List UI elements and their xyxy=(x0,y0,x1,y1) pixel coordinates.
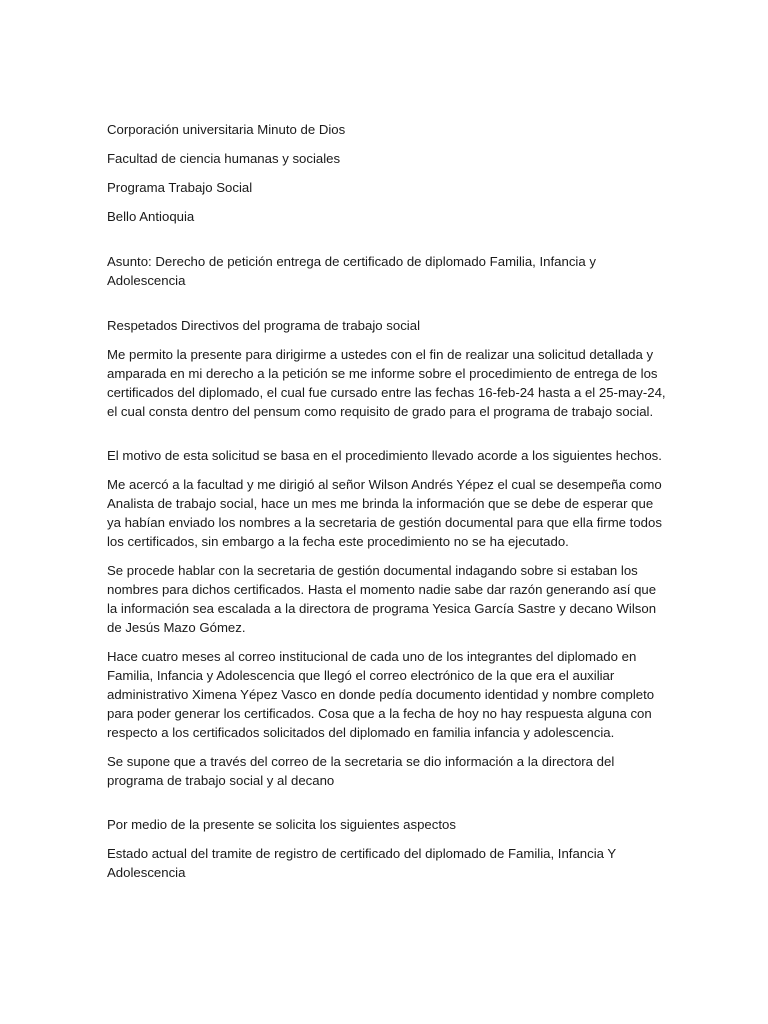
body-paragraph-7: Por medio de la presente se solicita los siguientes aspectos xyxy=(107,817,456,832)
greeting: Respetados Directivos del programa de trabajo social xyxy=(107,318,420,333)
letter-content xyxy=(107,120,667,892)
institution-name: Corporación universitaria Minuto de Dios xyxy=(107,122,346,137)
subject-line: Asunto: Derecho de petición entrega de certificado de diplomado Familia, Infancia y Adolescencia xyxy=(107,254,596,288)
body-paragraph-8: Estado actual del tramite de registro de certificado del diplomado de Familia, Infancia Y Adolescencia xyxy=(107,846,616,880)
body-paragraph-6: Se supone que a través del correo de la secretaria se dio información a la directora del programa de trabajo social y al decano xyxy=(107,754,615,788)
location: Bello Antioquia xyxy=(107,209,195,224)
body-paragraph-2: El motivo de esta solicitud se basa en el procedimiento llevado acorde a los siguientes hechos. xyxy=(107,448,662,463)
body-paragraph-5: Hace cuatro meses al correo institucional de cada uno de los integrantes del diplomado en Familia, Infancia y Adolescencia que llegó el correo electrónico de la que era el auxiliar administrativo Ximena Yépez Vasco en donde pedía documento identidad y nombre completo para poder generar los certificados. Cosa que a la fecha de hoy no hay respuesta alguna con respecto a los certificados solicitados del diplomado en familia infancia y adolescencia. xyxy=(107,649,655,740)
program-name: Programa Trabajo Social xyxy=(107,180,253,195)
body-paragraph-3: Me acercó a la facultad y me dirigió al señor Wilson Andrés Yépez el cual se desempeña como Analista de trabajo social, hace un mes me brinda la información que se debe de esperar que ya habían enviado los nombres a la secretaria de gestión documental para que ella firme todos los certificados, sin embargo a la fecha este procedimiento no se ha ejecutado. xyxy=(107,477,662,549)
body-paragraph-4: Se procede hablar con la secretaria de gestión documental indagando sobre si estaban los nombres para dichos certificados. Hasta el momento nadie sabe dar razón generando así que la información sea escalada a la directora de programa Yesica García Sastre y decano Wilson de Jesús Mazo Gómez. xyxy=(107,563,657,635)
body-paragraph-1: Me permito la presente para dirigirme a ustedes con el fin de realizar una solicitud detallada y amparada en mi derecho a la petición se me informe sobre el procedimiento de entrega de los certificados del diplomado, el cual fue cursado entre las fechas 16-feb-24 hasta a el 25-may-24, el cual consta dentro del pensum como requisito de grado para el programa de trabajo social. xyxy=(107,347,666,419)
faculty-name: Facultad de ciencia humanas y sociales xyxy=(107,151,341,166)
